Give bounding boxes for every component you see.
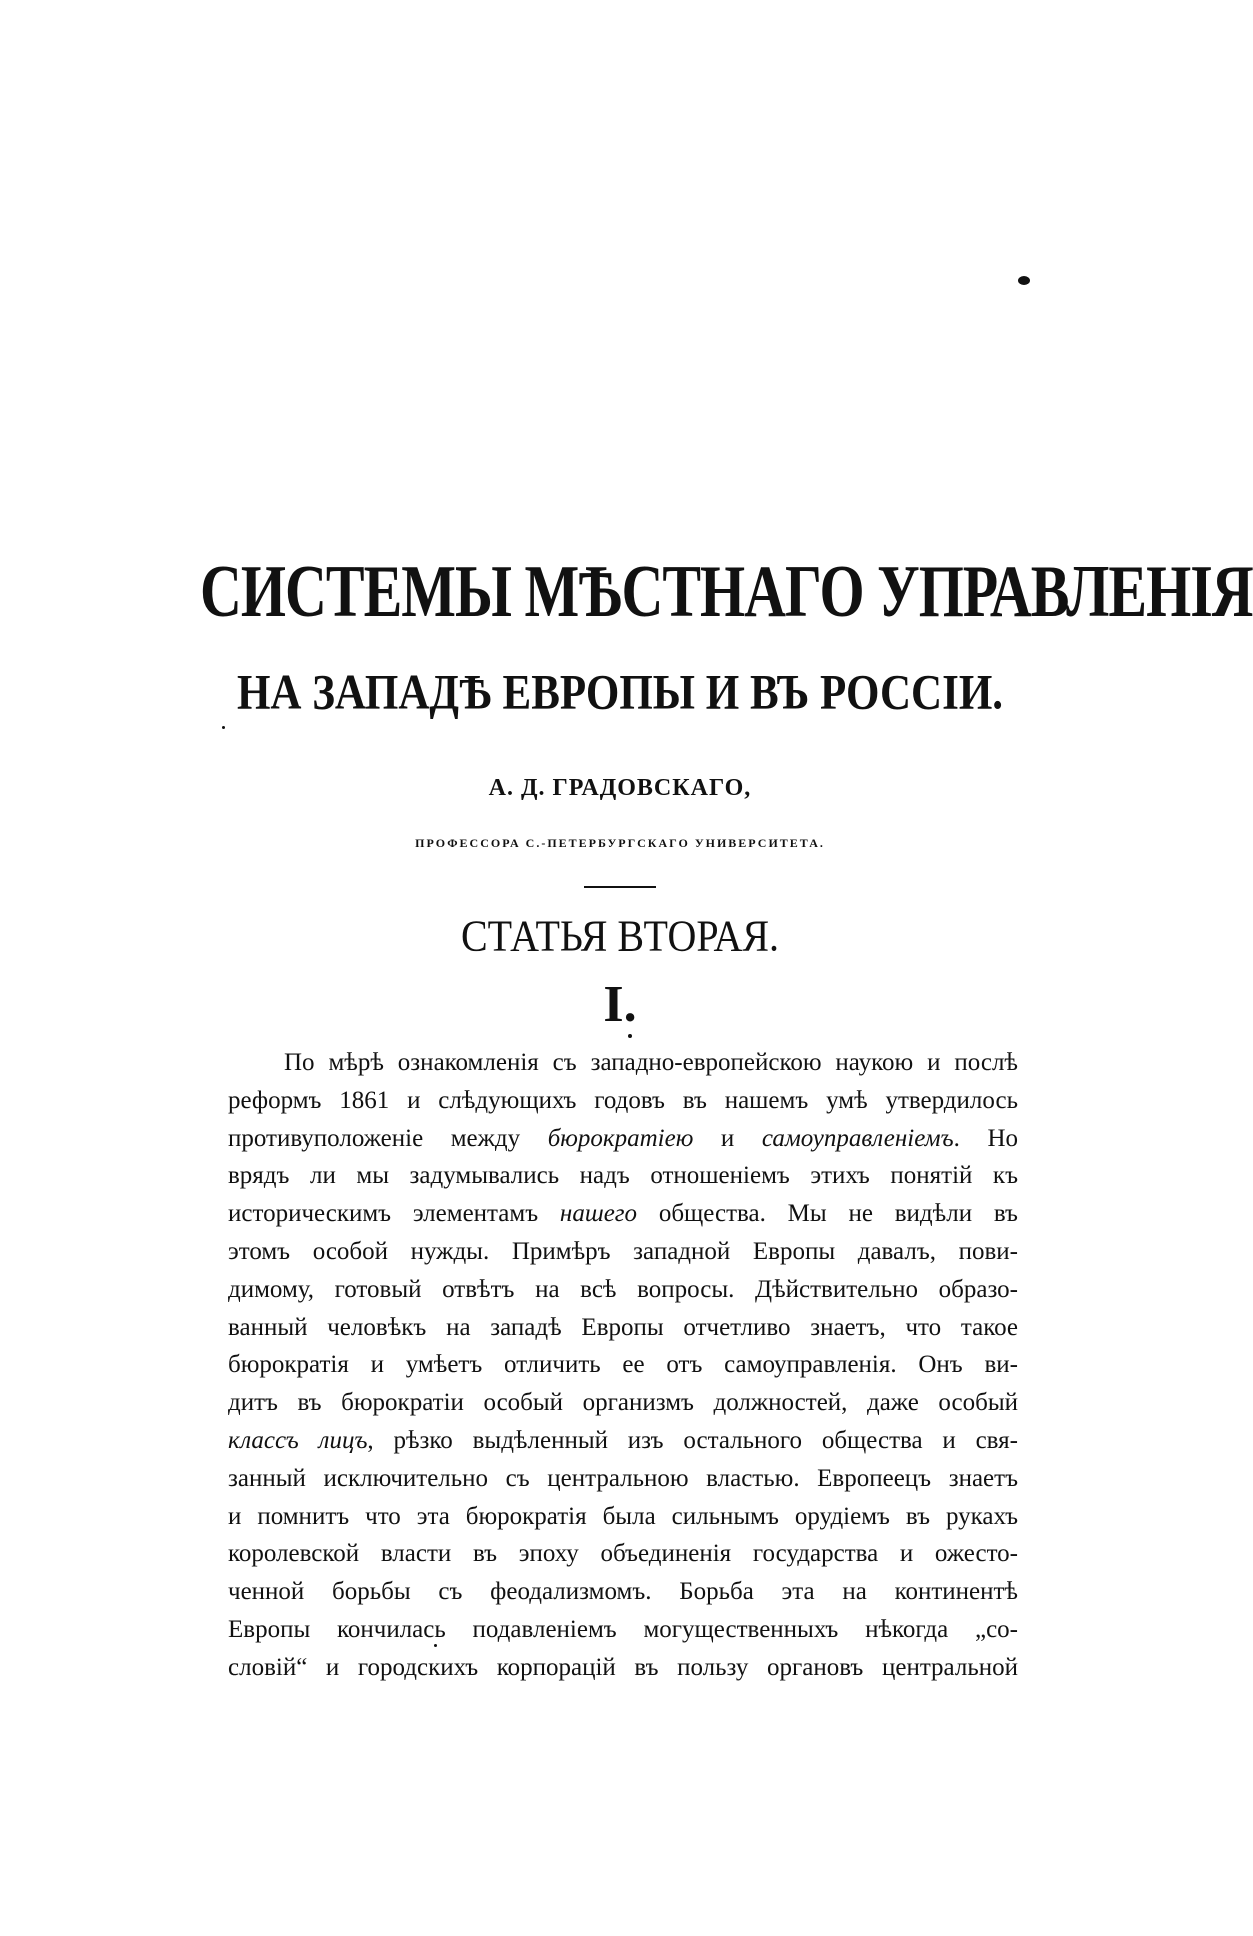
ink-speck <box>222 726 225 729</box>
text-line: противуположеніе между бюрократіею и самоуправленіемъ. Но <box>228 1124 1019 1152</box>
text-line: ванный человѣкъ на западѣ Европы отчетливо знаетъ, что такое <box>228 1313 1018 1341</box>
body-text <box>228 1044 1018 1687</box>
divider-rule <box>584 886 656 888</box>
article-number: СТАТЬЯ ВТОРАЯ. <box>460 911 780 961</box>
article-title: СИСТЕМЫ МѢСТНАГО УПРАВЛЕНІЯ <box>200 549 1253 633</box>
text-line: историческимъ элементамъ нашего общества. Мы не видѣли въ <box>228 1200 1018 1228</box>
text-line: классъ лицъ, рѣзко выдѣленный изъ остального общества и свя- <box>228 1426 1018 1454</box>
text-line: димому, готовый отвѣтъ на всѣ вопросы. Дѣйствительно образо- <box>228 1275 1018 1303</box>
author-affiliation: ПРОФЕССОРА С.-ПЕТЕРБУРГСКАГО УНИВЕРСИТЕТА. <box>415 836 825 850</box>
text-line: словій“ и городскихъ корпорацій въ пользу органовъ центральной <box>228 1653 1018 1681</box>
text-line: дитъ въ бюрократіи особый организмъ должностей, даже особый <box>228 1389 1018 1417</box>
text-line: По мѣрѣ ознакомленія съ западно-европейскою наукою и послѣ <box>284 1049 1018 1076</box>
text-line: ченной борьбы съ феодализмомъ. Борьба эта на континентѣ <box>228 1578 1018 1606</box>
text-line: королевской власти въ эпоху объединенія государства и ожесто- <box>228 1540 1018 1568</box>
text-line: этомъ особой нужды. Примѣръ западной Европы давалъ, пови- <box>228 1237 1018 1265</box>
text-line: реформъ 1861 и слѣдующихъ годовъ въ нашемъ умѣ утвердилось <box>228 1086 1018 1114</box>
author-name: А. Д. ГРАДОВСКАГО, <box>488 775 752 801</box>
article-subtitle: НА ЗАПАДѢ ЕВРОПЫ И ВЪ РОССІИ. <box>236 666 1004 721</box>
section-number: I. <box>603 976 637 1033</box>
text-line: занный исключительно съ центральною властью. Европеецъ знаетъ <box>228 1464 1018 1492</box>
ink-speck <box>1018 276 1030 285</box>
ink-speck <box>628 1034 632 1038</box>
text-line: бюрократія и умѣетъ отличить ее отъ самоуправленія. Онъ ви- <box>228 1351 1018 1379</box>
text-line: врядъ ли мы задумывались надъ отношеніемъ этихъ понятій къ <box>228 1162 1018 1190</box>
text-line: Европы кончилась подавленіемъ могущественныхъ нѣкогда „со- <box>228 1615 1018 1643</box>
text-line: и помнитъ что эта бюрократія была сильнымъ орудіемъ въ рукахъ <box>228 1502 1018 1530</box>
